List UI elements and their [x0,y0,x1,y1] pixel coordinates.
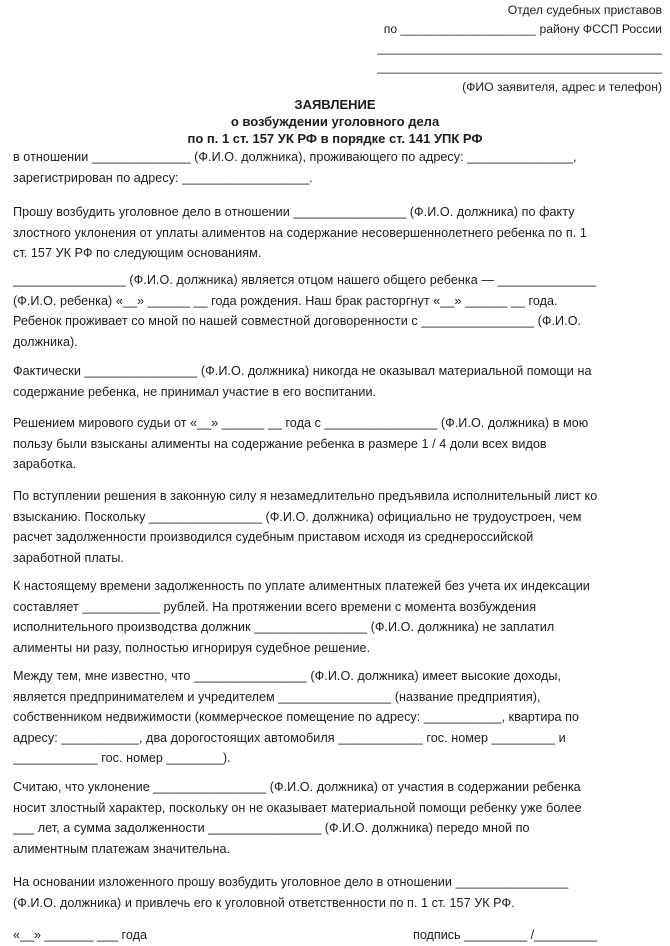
header-district: по ____________________ району ФССП России [383,22,662,36]
text-line: злостного уклонения от уплаты алиментов на содержание несовершеннолетнего ребенка по п. 1 [13,225,587,240]
doc-subtitle: о возбуждении уголовного дела [230,114,440,129]
text-line: Решением мирового судьи от «__» ______ __ года с ________________ (Ф.И.О. должника) в мою [13,416,589,430]
paragraph-debtor-address [13,147,659,188]
text-line: собственником недвижимости (коммерческое помещение по адресу: ___________, квартира по [13,710,580,725]
text-line: адресу: ___________, два дорогостоящих автомобиля ____________ гос. номер _________ и [13,730,566,745]
text-line: пользу были взысканы алименты на содержание ребенка в размере 1 / 4 доли всех видов [13,436,547,451]
text-line: Считаю, что уклонение ________________ (Ф.И.О. должника) от участия в содержании ребенка [13,780,581,794]
paragraph-court-decision [13,413,659,475]
text-line: ________________ (Ф.И.О. должника) является отцом нашего общего ребенка — ______________ [13,273,597,287]
text-line: должника). [13,334,78,349]
text-line: К настоящему времени задолженность по уплате алиментных платежей без учета их индексации [13,579,590,593]
paragraph-conclusion [13,872,659,913]
paragraph-request [13,202,659,264]
paragraph-debtor-income [13,666,659,769]
text-line: исполнительного производства должник ________________ (Ф.И.О. должника) не заплатил [13,620,555,635]
text-line: расчет задолженности производился судебным приставом исходя из среднероссийской [13,530,534,545]
header-blank-line-1: __________________________________________ [377,41,662,55]
text-line: Фактически ________________ (Ф.И.О. должника) никогда не оказывал материальной помощи на [13,364,592,378]
text-line: в отношении ______________ (Ф.И.О. должника), проживающего по адресу: _______________, [13,150,577,164]
text-line: заработка. [13,457,77,472]
text-line: Прошу возбудить уголовное дело в отношении ________________ (Ф.И.О. должника) по факту [13,205,575,219]
text-line: Между тем, мне известно, что ________________ (Ф.И.О. должника) имеет высокие доходы, [13,669,562,683]
paragraph-child-father [13,270,659,352]
text-line: заработной платы. [13,550,125,565]
doc-legal-basis: по п. 1 ст. 157 УК РФ в порядке ст. 141 УПК РФ [187,131,483,146]
doc-title: ЗАЯВЛЕНИЕ [294,97,376,112]
text-line: ____________ гос. номер ________). [13,751,231,766]
header-applicant-caption: (ФИО заявителя, адрес и телефон) [462,80,662,94]
text-line: содержание ребенка, не принимал участие в его воспитании. [13,384,377,399]
paragraph-malicious-evasion [13,777,659,859]
text-line: алиментным платежам значительна. [13,841,231,856]
text-line: ___ лет, а сумма задолженности ________________ (Ф.И.О. должника) передо мной по [13,821,530,836]
text-line: является предпринимателем и учредителем ________________ (название предприятия), [13,689,541,704]
text-line: зарегистрирован по адресу: __________________. [13,170,313,185]
text-line: алименты ни разу, полностью игнорируя судебное решение. [13,640,371,655]
text-line: взысканию. Поскольку ________________ (Ф.И.О. должника) официально не трудоустроен, чем [13,509,582,524]
text-line: составляет ___________ рублей. На протяжении всего времени с момента возбуждения [13,599,537,614]
text-line: На основании изложенного прошу возбудить уголовное дело в отношении ________________ [13,875,569,889]
signature-date: «__» _______ ___ года [13,928,147,942]
text-line: (Ф.И.О. должника) и привлечь его к уголовной ответственности по п. 1 ст. 157 УК РФ. [13,895,515,910]
text-line: По вступлении решения в законную силу я незамедлительно предъявила исполнительный лист ко [13,489,598,503]
text-line: ст. 157 УК РФ по следующим основаниям. [13,246,262,261]
signature-row [13,927,659,944]
header-blank-line-2: __________________________________________ [377,60,662,74]
text-line: носит злостный характер, поскольку он не оказывает материальной помощи ребенку уже более [13,800,582,815]
text-line: (Ф.И.О. ребенка) «__» ______ __ года рождения. Наш брак расторгнут «__» ______ __ года. [13,293,558,308]
paragraph-debt-amount [13,576,659,658]
text-line: Ребенок проживает со мной по нашей совместной договоренности с ________________ (Ф.И.О. [13,314,582,329]
signature-field: подпись _________ /_________ [413,928,598,942]
paragraph-no-support [13,361,659,402]
paragraph-enforcement [13,486,659,568]
header-department: Отдел судебных приставов [507,3,662,17]
